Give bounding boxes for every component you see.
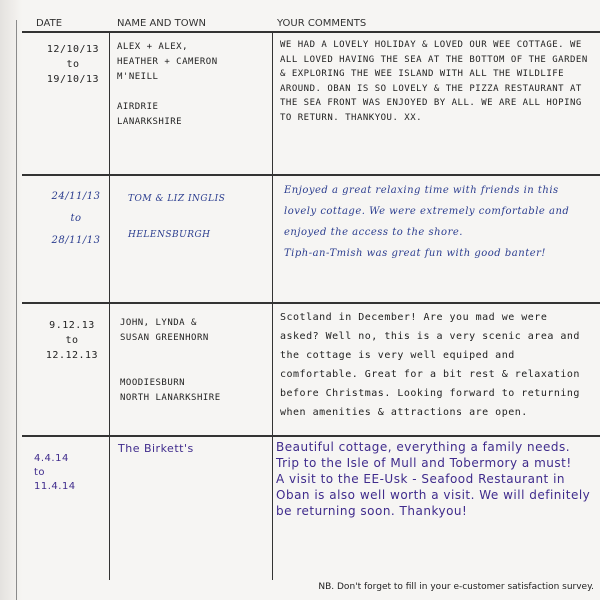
entry-comment: Enjoyed a great relaxing time with friends in this lovely cottage. We were extremely comfortable and enjoyed the access to the shore. Tiph-an-Tmish was great fun with good banter! [284,185,570,259]
margin-line [16,20,17,600]
entry-name-town: ALEX + ALEX, HEATHER + CAMERON M'NEILL AIRDRIE LANARKSHIRE [117,42,218,127]
entry-comment: WE HAD A LOVELY HOLIDAY & LOVED OUR WEE COTTAGE. WE ALL LOVED HAVING THE SEA AT THE BOTTOM OF THE GARDEN & EXPLORING THE WEE ISLAND WITH ALL THE WILDLIFE AROUND. OBAN IS SO LOVELY & THE PIZZA RESTAURANT AT THE SEA FRONT WAS ENJOYED BY ALL. WE ARE ALL HOPING TO RETURN. THANKYOU. XX. [280,40,588,123]
date-column-label: DATE [36,18,63,29]
column-divider [109,31,110,580]
entry-date: 9.12.13 to 12.12.13 [45,320,99,361]
entry-date: 4.4.14 to 11.4.14 [34,453,76,492]
entry-date: 12/10/13 to 19/10/13 [46,44,100,85]
entry-comment: Scotland in December! Are you mad we were asked? Well no, this is a very scenic area and the cottage is very well equiped and comfortable. Great for a bit rest & relaxation before Christmas. Looking forward to returning when amenities & attractions are open. [280,312,580,418]
entry-name-town: The Birkett's [118,442,194,455]
entry-comment: Beautiful cottage, everything a family needs. Trip to the Isle of Mull and Tobermory a must! A visit to the EE-Usk - Seafood Restaurant in Oban is also well worth a visit. We will definitely be returning soon. Thankyou! [276,440,591,518]
name-column-label: NAME AND TOWN [117,18,206,29]
survey-reminder: NB. Don't forget to fill in your e-customer satisfaction survey. [318,582,594,592]
column-header [0,12,600,32]
comments-column-label: YOUR COMMENTS [277,18,367,29]
entry-name-town: JOHN, LYNDA & SUSAN GREENHORN MOODIESBURN NORTH LANARKSHIRE [120,318,221,403]
column-divider [272,31,273,580]
entry-date: 24/11/13 to 28/11/13 [51,191,101,246]
entry-name-town: TOM & LIZ INGLIS HELENSBURGH [128,194,226,240]
binding-spine [0,0,22,600]
